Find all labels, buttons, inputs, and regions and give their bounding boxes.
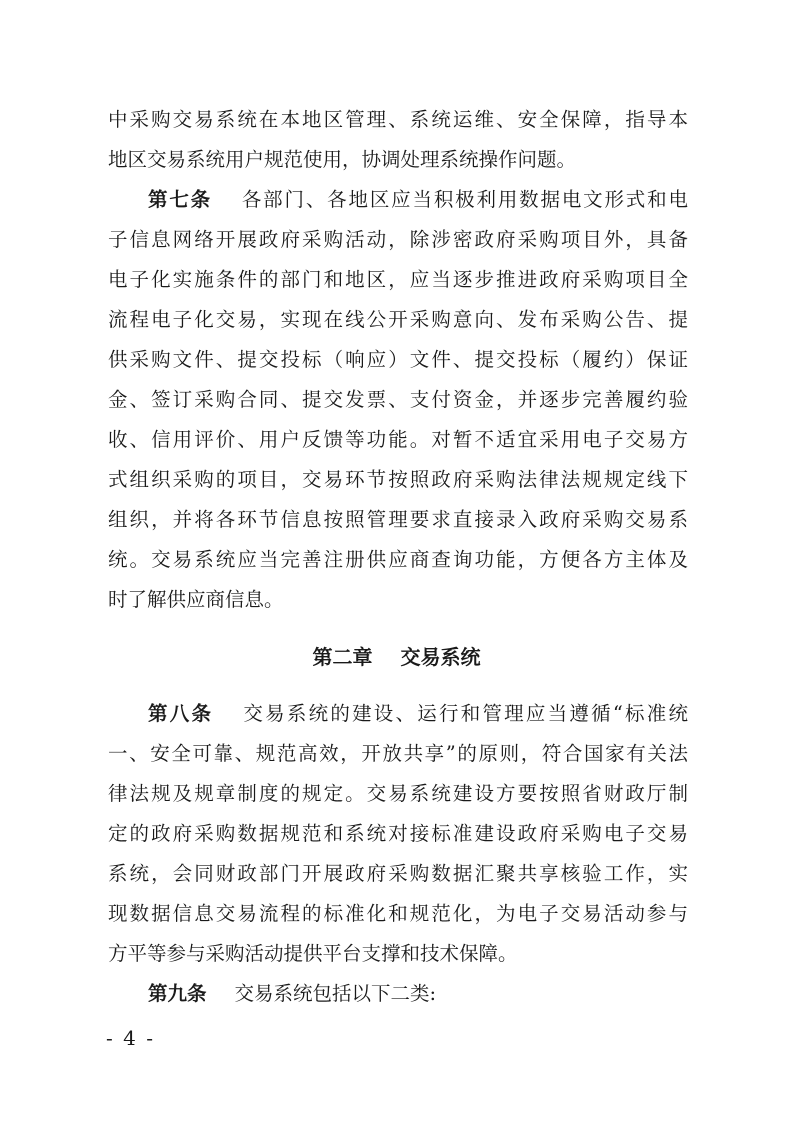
- paragraph-line: 电子化实施条件的部门和地区，应当逐步推进政府采购项目全: [108, 268, 688, 291]
- paragraph-line: 流程电子化交易，实现在线公开采购意向、发布采购公告、提: [108, 308, 688, 331]
- article-8-text: 交易系统的建设、运行和管理应当遵循“标准统: [241, 702, 688, 725]
- article-9-line: [148, 980, 688, 1008]
- article-8-heading: 第八条: [148, 702, 214, 725]
- paragraph-line: 律法规及规章制度的规定。交易系统建设方要按照省财政厅制: [108, 782, 688, 805]
- paragraph-line: 时了解供应商信息。: [108, 588, 284, 611]
- paragraph-line: 现数据信息交易流程的标准化和规范化，为电子交易活动参与: [108, 902, 688, 925]
- article-7-first-line: [148, 186, 688, 214]
- paragraph-line: 方平等参与采购活动提供平台支撑和技术保障。: [108, 942, 518, 965]
- paragraph-line: 式组织采购的项目，交易环节按照政府采购法律法规规定线下: [108, 468, 688, 491]
- paragraph-line: 金、签订采购合同、提交发票、支付资金，并逐步完善履约验: [108, 388, 688, 411]
- paragraph-line: 定的政府采购数据规范和系统对接标准建设政府采购电子交易: [108, 822, 688, 845]
- paragraph-line: 供采购文件、提交投标（响应）文件、提交投标（履约）保证: [108, 348, 688, 371]
- paragraph-line: 组织，并将各环节信息按照管理要求直接录入政府采购交易系: [108, 508, 688, 531]
- article-7-heading: 第七条: [148, 188, 212, 211]
- paragraph-line: 一、安全可靠、规范高效，开放共享”的原则，符合国家有关法: [108, 742, 688, 765]
- article-8-first-line: [148, 700, 688, 728]
- chapter-title: 交易系统: [400, 645, 481, 669]
- chapter-heading: [0, 643, 793, 671]
- paragraph-line: 中采购交易系统在本地区管理、系统运维、安全保障，指导本: [108, 108, 688, 131]
- article-9-heading: 第九条: [148, 982, 207, 1005]
- paragraph-line: 统。交易系统应当完善注册供应商查询功能，方便各方主体及: [108, 548, 688, 571]
- paragraph-line: 收、信用评价、用户反馈等功能。对暂不适宜采用电子交易方: [108, 428, 688, 451]
- page-number: - 4 -: [106, 1026, 155, 1050]
- article-7-text: 各部门、各地区应当积极利用数据电文形式和电: [240, 188, 688, 211]
- paragraph-line: 系统，会同财政部门开展政府采购数据汇聚共享核验工作，实: [108, 862, 688, 885]
- paragraph-line: 地区交易系统用户规范使用，协调处理系统操作问题。: [108, 148, 577, 171]
- chapter-number: 第二章: [312, 645, 373, 669]
- article-9-text: 交易系统包括以下二类:: [234, 982, 437, 1005]
- paragraph-line: 子信息网络开展政府采购活动，除涉密政府采购项目外，具备: [108, 228, 688, 251]
